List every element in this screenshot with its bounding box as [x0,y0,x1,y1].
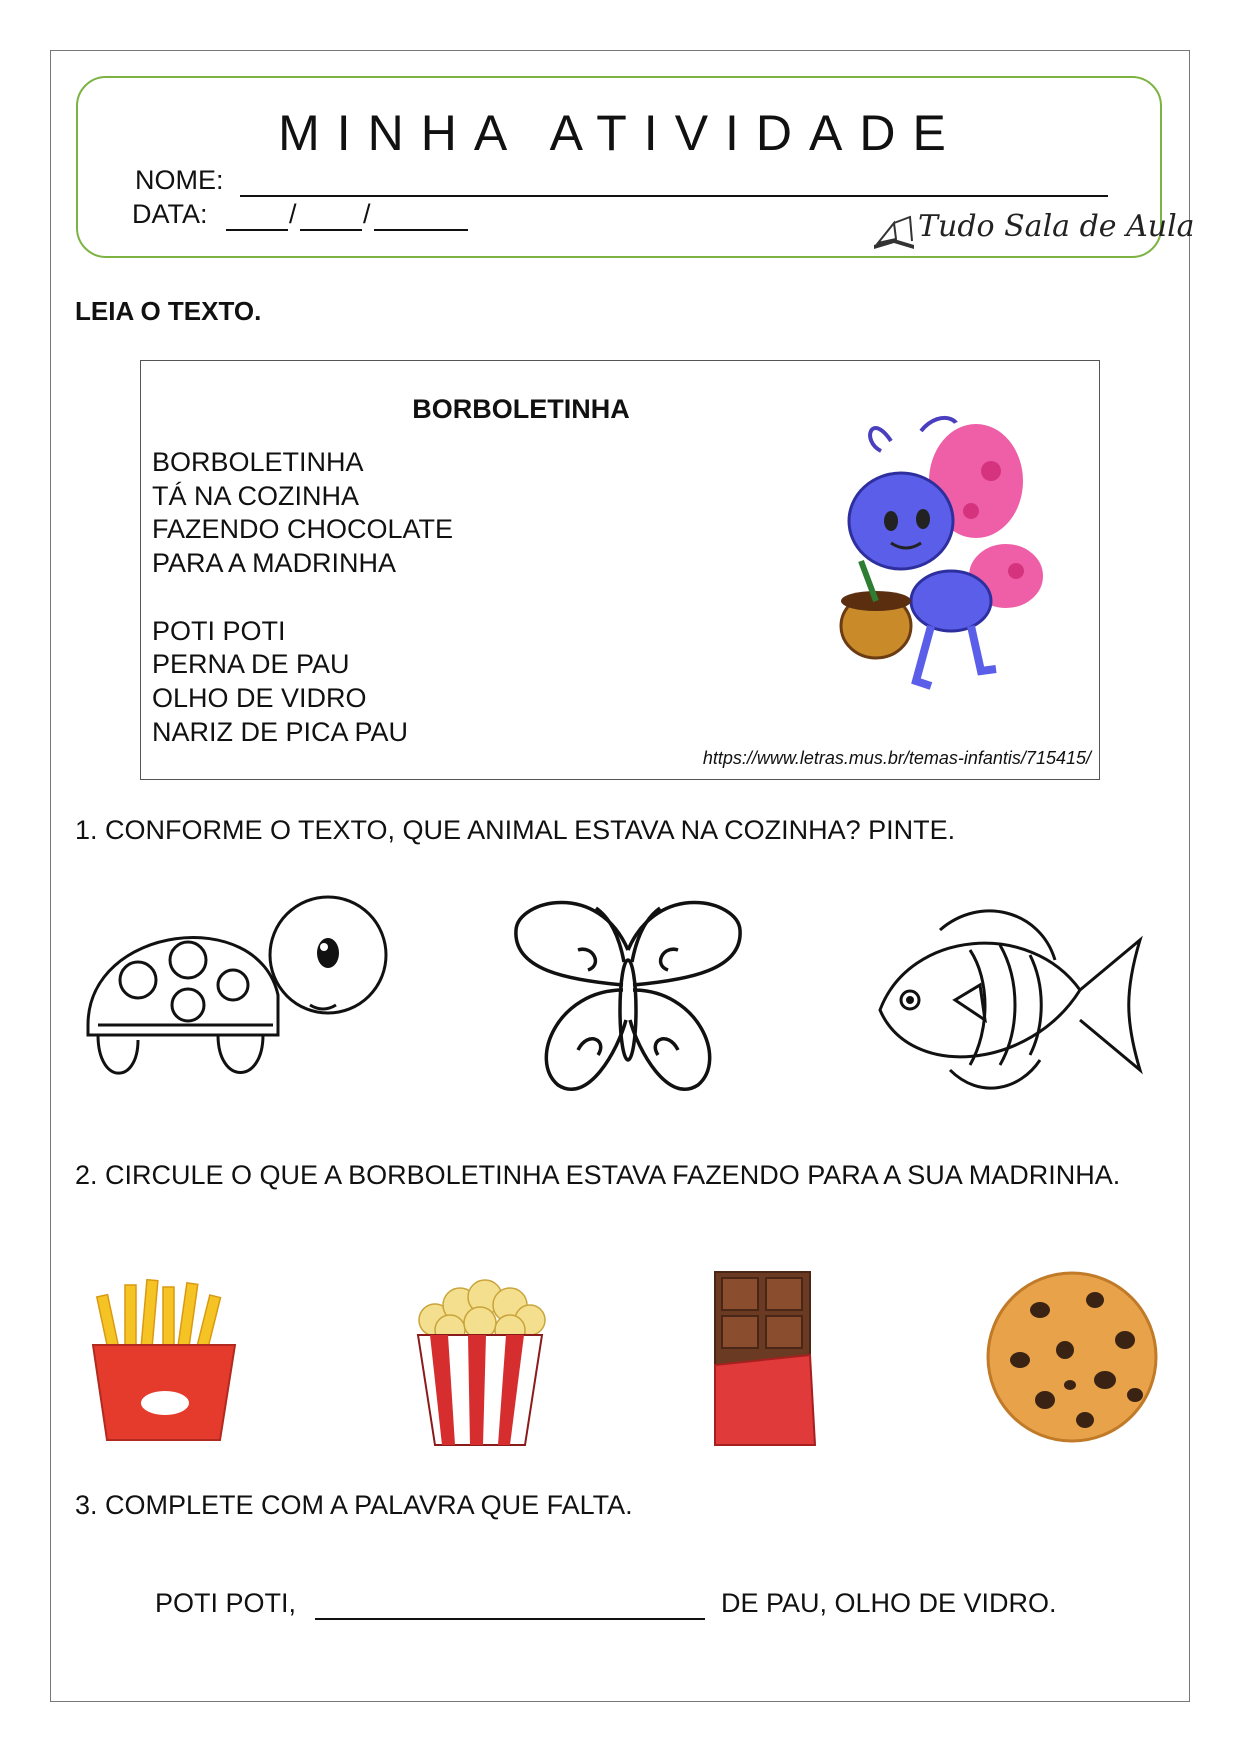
book-icon [872,213,916,253]
cookie-image[interactable] [985,1270,1160,1445]
brand-logo [870,205,1195,255]
date-separator: / [363,199,371,229]
date-year-field[interactable] [374,229,468,231]
name-field[interactable] [240,195,1108,197]
fill-in-before: POTI POTI, [155,1588,297,1618]
date-month-field[interactable] [300,229,362,231]
poem-line: NARIZ DE PICA PAU [152,716,409,747]
source-link: https://www.letras.mus.br/temas-infantis/715415/ [702,748,1091,768]
poem-line: TÁ NA COZINHA [152,480,360,511]
poem-line: PARA A MADRINHA [152,548,397,579]
poem-text [152,446,453,749]
question-1: 1. CONFORME O TEXTO, QUE ANIMAL ESTAVA NA COZINHA? PINTE. [75,815,956,845]
date-label: DATA: [132,199,208,229]
french-fries-image[interactable] [85,1275,245,1445]
brand-name: Tudo Sala de Aula [918,209,1195,244]
date-day-field[interactable] [226,229,288,231]
poem-title: BORBOLETINHA [412,394,630,424]
date-separator: / [289,199,297,229]
fill-in-blank[interactable] [315,1618,705,1620]
butterfly-illustration [831,401,1051,711]
question-3: 3. COMPLETE COM A PALAVRA QUE FALTA. [75,1490,633,1520]
chocolate-bar-image[interactable] [710,1270,820,1450]
name-label: NOME: [135,165,224,195]
poem-line: OLHO DE VIDRO [152,682,367,713]
poem-line: POTI POTI [152,615,286,646]
fish-drawing[interactable] [870,900,1150,1100]
question-2: 2. CIRCULE O QUE A BORBOLETINHA ESTAVA FAZENDO PARA A SUA MADRINHA. [75,1160,1121,1190]
popcorn-image[interactable] [410,1275,550,1450]
page-title: MINHA ATIVIDADE [278,105,963,161]
turtle-drawing[interactable] [78,885,388,1105]
poem-line: PERNA DE PAU [152,649,350,680]
poem-line: FAZENDO CHOCOLATE [152,514,454,545]
butterfly-drawing[interactable] [508,890,748,1100]
stanza-gap [152,581,453,615]
reading-instruction: LEIA O TEXTO. [75,296,262,326]
fill-in-after: DE PAU, OLHO DE VIDRO. [721,1588,1057,1618]
poem-box [140,360,1100,780]
poem-line: BORBOLETINHA [152,447,364,477]
